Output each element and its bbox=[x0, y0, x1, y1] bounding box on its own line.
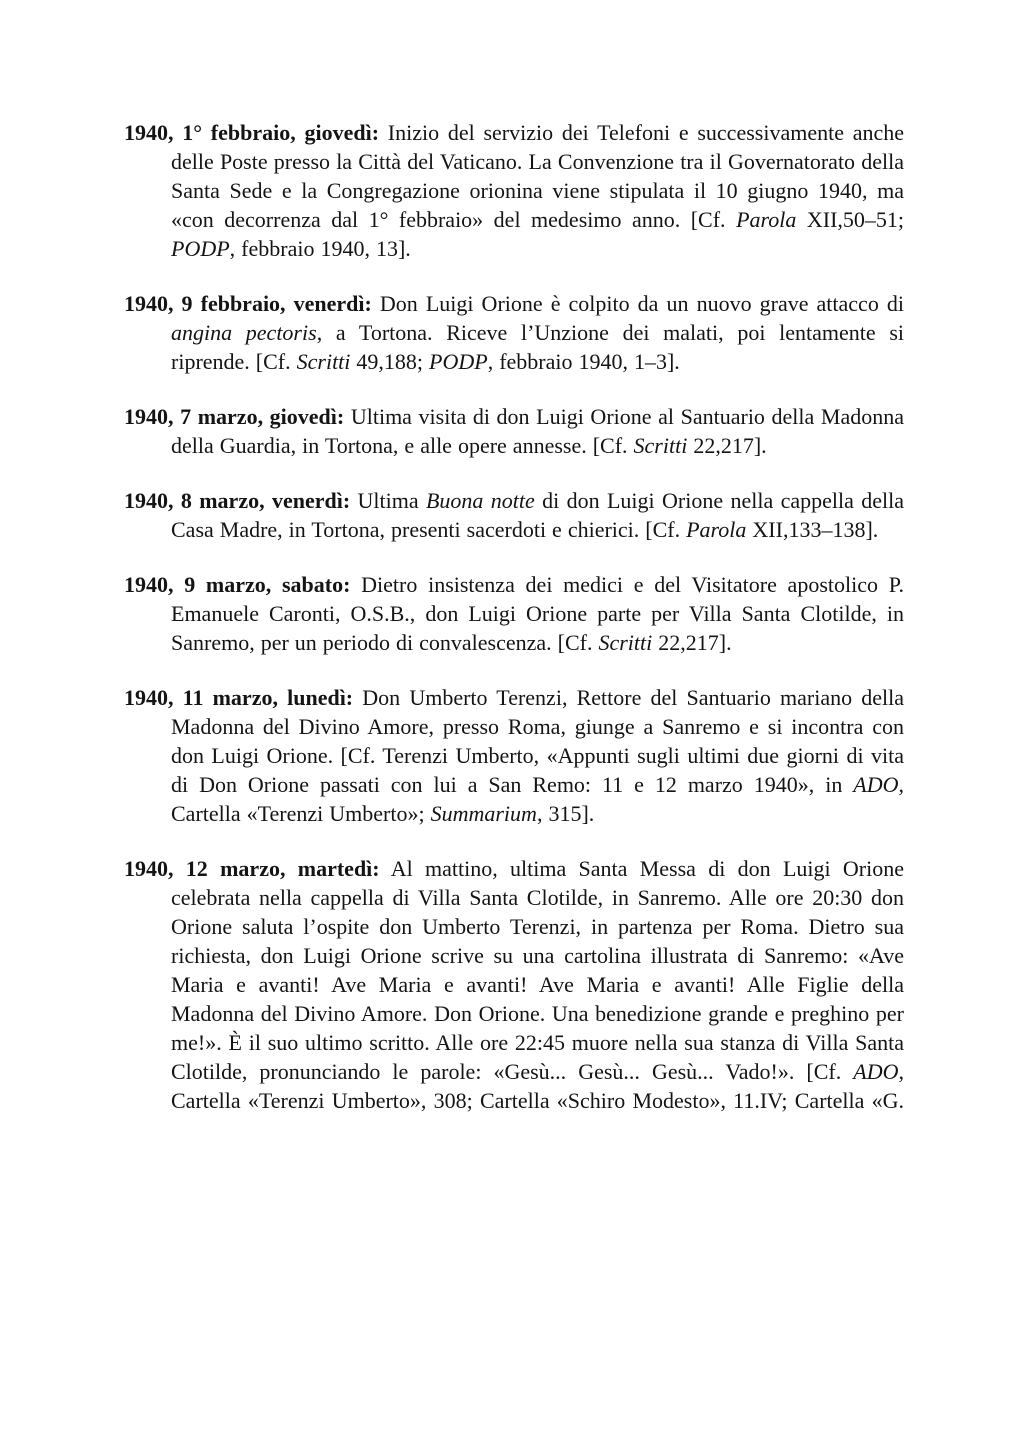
cited-work-title: Scritti bbox=[633, 433, 688, 458]
chronology-entry bbox=[124, 486, 904, 544]
cited-work-title: Scritti bbox=[598, 630, 653, 655]
cited-work-title: PODP bbox=[171, 236, 230, 261]
chronology-entry bbox=[124, 118, 904, 263]
cited-work-title: ADO bbox=[853, 772, 899, 797]
entry-date-heading: 1940, 8 marzo, venerdì: bbox=[124, 488, 351, 513]
chronology-entry bbox=[124, 570, 904, 657]
entry-body-text: , 315]. bbox=[536, 801, 595, 826]
entry-body-text: 22,217]. bbox=[652, 630, 732, 655]
cited-work-title: Scritti bbox=[296, 349, 351, 374]
entry-body-text: XII,133–138]. bbox=[746, 517, 879, 542]
entry-date-heading: 1940, 9 febbraio, venerdì: bbox=[124, 291, 372, 316]
entry-body-text: Inizio del servizio dei Telefoni e successivamente anche delle Poste presso la Città del Vaticano. La Convenzione tra il Governatorato della Santa Sede e la Congregazione orionina viene stipulata il 10 giugno 1940, ma «con decorrenza dal 1° febbraio» del medesimo anno. [Cf. bbox=[171, 120, 904, 232]
entry-date-heading: 1940, 12 marzo, martedì: bbox=[124, 856, 380, 881]
cited-work-title: angina pectoris bbox=[171, 320, 317, 345]
chronology-entry bbox=[124, 854, 904, 1115]
chronology-entry bbox=[124, 683, 904, 828]
cited-work-title: ADO bbox=[853, 1059, 899, 1084]
cited-work-title: Parola bbox=[686, 517, 747, 542]
entry-body-text: Dietro insistenza dei medici e del Visitatore apostolico P. Emanuele Caronti, O.S.B., don Luigi Orione parte per Villa Santa Clotilde, in Sanremo, per un periodo di convalescenza. [Cf. bbox=[171, 572, 904, 655]
entry-body-text: , Cartella «Terenzi Umberto», 308; Cartella «Schiro Modesto», 11.IV; Cartella «G. bbox=[171, 1059, 904, 1113]
cited-work-title: PODP bbox=[429, 349, 488, 374]
cited-work-title: Summarium bbox=[430, 801, 537, 826]
entry-date-heading: 1940, 11 marzo, lunedì: bbox=[124, 685, 354, 710]
entry-body-text: Ultima visita di don Luigi Orione al Santuario della Madonna della Guardia, in Tortona, e alle opere annesse. [Cf. bbox=[171, 404, 904, 458]
entry-body-text: 22,217]. bbox=[687, 433, 767, 458]
cited-work-title: Buona notte bbox=[425, 488, 535, 513]
entry-body-text: Al mattino, ultima Santa Messa di don Luigi Orione celebrata nella cappella di Villa Santa Clotilde, in Sanremo. Alle ore 20:30 don Orione saluta l’ospite don Umberto Terenzi, in partenza per Roma. Dietro sua richiesta, don Luigi Orione scrive su una cartolina illustrata di Sanremo: «Ave Maria e avanti! Ave Maria e avanti! Ave Maria e avanti! Alle Figlie della Madonna del Divino Amore. Don Orione. Una benedizione grande e preghino per me!». È il suo ultimo scritto. Alle ore 22:45 muore nella sua stanza di Villa Santa Clotilde, pronunciando le parole: «Gesù... Gesù... Gesù... Vado!». [Cf. bbox=[171, 856, 905, 1084]
chronology-text-block bbox=[124, 118, 904, 1115]
entry-body-text: di don Luigi Orione nella cappella della Casa Madre, in Tortona, presenti sacerdoti e chierici. [Cf. bbox=[171, 488, 904, 542]
entry-date-heading: 1940, 1° febbraio, giovedì: bbox=[124, 120, 380, 145]
chronology-entry bbox=[124, 402, 904, 460]
entry-body-text: 49,188; bbox=[350, 349, 430, 374]
entry-body-text: , Cartella «Terenzi Umberto»; bbox=[171, 772, 904, 826]
entry-body-text: Ultima bbox=[350, 488, 426, 513]
entry-body-text: , febbraio 1940, 1–3]. bbox=[487, 349, 680, 374]
entry-body-text: XII,50–51; bbox=[796, 207, 905, 232]
cited-work-title: Parola bbox=[736, 207, 797, 232]
entry-date-heading: 1940, 7 marzo, giovedì: bbox=[124, 404, 345, 429]
entry-body-text: , a Tortona. Riceve l’Unzione dei malati, poi lentamente si riprende. [Cf. bbox=[171, 320, 905, 374]
entry-date-heading: 1940, 9 marzo, sabato: bbox=[124, 572, 351, 597]
entry-body-text: , febbraio 1940, 13]. bbox=[229, 236, 411, 261]
entry-body-text: Don Umberto Terenzi, Rettore del Santuario mariano della Madonna del Divino Amore, presso Roma, giunge a Sanremo e si incontra con don Luigi Orione. [Cf. Terenzi Umberto, «Appunti sugli ultimi due giorni di vita di Don Orione passati con lui a San Remo: 11 e 12 marzo 1940», in bbox=[171, 685, 904, 797]
chronology-entry bbox=[124, 289, 904, 376]
entry-body-text: Don Luigi Orione è colpito da un nuovo grave attacco di bbox=[371, 291, 904, 316]
